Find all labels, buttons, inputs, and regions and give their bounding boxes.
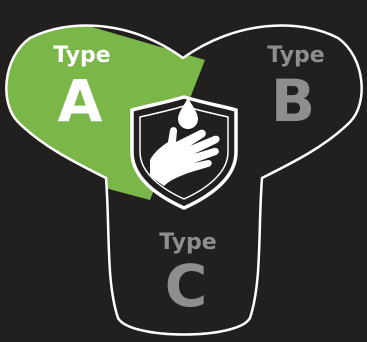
segment-a-type-word: Type [53,43,111,68]
segment-c-type-word: Type [159,230,217,255]
segment-c-letter: C [164,252,208,320]
segment-b-letter: B [270,67,316,135]
segment-a-letter: A [57,67,103,135]
segment-b-type-word: Type [267,43,325,68]
